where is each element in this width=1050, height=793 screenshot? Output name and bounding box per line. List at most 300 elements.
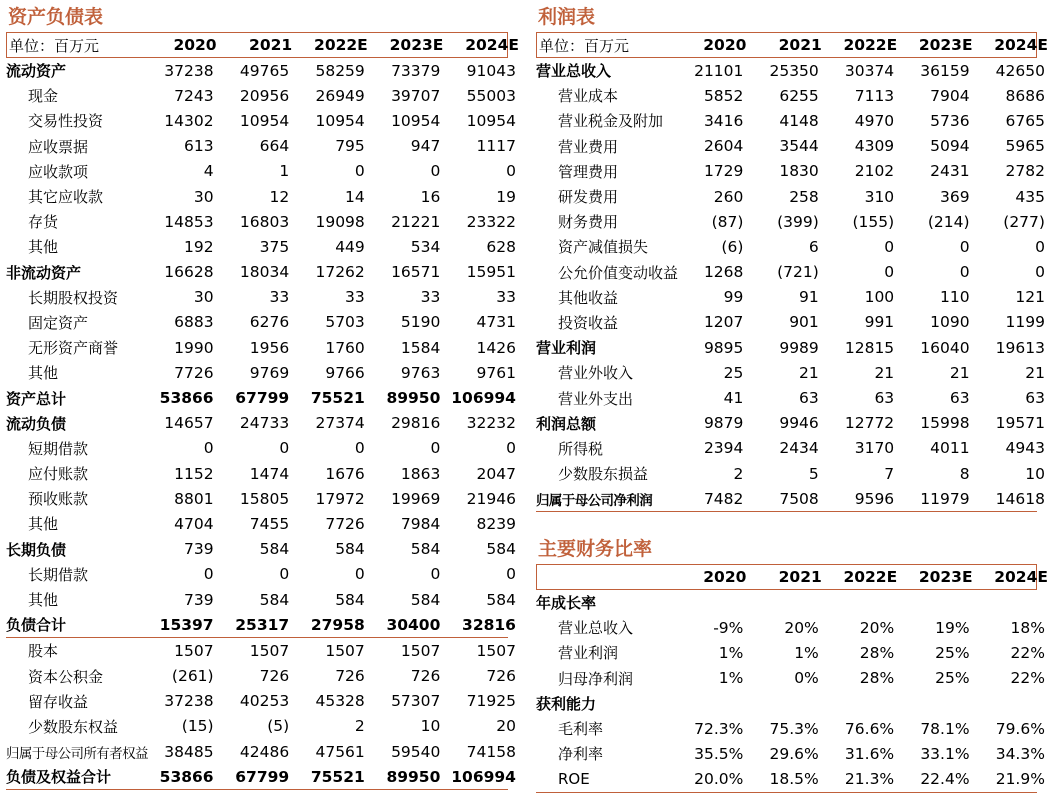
table-row <box>6 612 516 637</box>
cell-value: 23322 <box>466 212 516 231</box>
cell-value: 72.3% <box>694 719 744 738</box>
cell-value: 12772 <box>844 414 895 433</box>
cell-value: (6) <box>721 237 744 256</box>
cell-value: 67799 <box>235 389 290 408</box>
cell-value: 12815 <box>844 338 895 357</box>
cell-value: 1507 <box>400 641 441 660</box>
cell-value: 0 <box>959 237 970 256</box>
cell-value: 15951 <box>466 263 516 282</box>
cell-value: 25317 <box>235 615 290 634</box>
unit-label: 单位：百万元 <box>539 36 630 55</box>
row-label: 现金 <box>28 87 59 106</box>
cell-value: 584 <box>486 540 516 559</box>
cell-value: 91043 <box>466 61 516 80</box>
cell-value: 192 <box>184 237 214 256</box>
cell-value: 19% <box>935 618 970 637</box>
cell-value: 1268 <box>703 263 744 282</box>
cell-value: 726 <box>259 667 290 686</box>
table-row <box>536 310 1045 335</box>
cell-value: 6276 <box>249 313 290 332</box>
cell-value: 36159 <box>920 61 970 80</box>
cell-value: 19 <box>496 187 516 206</box>
table-row <box>6 764 516 790</box>
cell-value: 15998 <box>920 414 970 433</box>
cell-value: 375 <box>259 237 290 256</box>
table-row <box>536 590 1037 615</box>
cell-value: 2604 <box>703 137 744 156</box>
cell-value: 1956 <box>249 338 290 357</box>
table-row <box>536 741 1045 766</box>
cell-value: 1507 <box>249 641 290 660</box>
row-label: 利润总额 <box>536 414 597 433</box>
row-label: 毛利率 <box>558 720 604 739</box>
cell-value: 260 <box>713 187 744 206</box>
cell-value: 76.6% <box>844 719 895 738</box>
cell-value: 726 <box>486 667 516 686</box>
cell-value: 21946 <box>466 489 516 508</box>
row-label: 其他 <box>28 591 59 610</box>
cell-value: 5852 <box>703 86 744 105</box>
row-label: 营业外支出 <box>558 389 634 408</box>
table-row <box>536 209 1045 234</box>
row-label: 资产总计 <box>6 389 67 408</box>
cell-value: 32232 <box>466 414 516 433</box>
cell-value: 20% <box>784 618 819 637</box>
cell-value: 584 <box>410 540 441 559</box>
cell-value: 59540 <box>391 742 441 761</box>
table-row <box>6 511 516 536</box>
cell-value: 5736 <box>930 111 970 130</box>
row-label: 应付账款 <box>28 465 89 484</box>
income-statement-panel <box>536 0 1048 512</box>
cell-value: 22.4% <box>920 769 970 788</box>
cell-value: 25% <box>935 669 970 688</box>
cell-value: -9% <box>713 618 744 637</box>
table-row <box>6 58 516 83</box>
cell-value: 4731 <box>476 313 516 332</box>
cell-value: 2 <box>354 717 365 736</box>
cell-value: 21101 <box>694 61 744 80</box>
cell-value: 2 <box>733 464 744 483</box>
cell-value: 29.6% <box>769 744 819 763</box>
cell-value: (399) <box>777 212 819 231</box>
cell-value: 449 <box>335 237 365 256</box>
cell-value: 726 <box>335 667 365 686</box>
cell-value: 9989 <box>779 338 819 357</box>
cell-value: 1830 <box>779 162 819 181</box>
cell-value: 14 <box>345 187 365 206</box>
cell-value: 18% <box>1010 618 1045 637</box>
cell-value: 20 <box>496 717 516 736</box>
cell-value: 121 <box>1015 288 1045 307</box>
table-row <box>536 83 1045 108</box>
row-label: 固定资产 <box>28 313 89 332</box>
cell-value: 9946 <box>779 414 819 433</box>
cell-value: 534 <box>410 237 441 256</box>
cell-value: 7984 <box>400 514 441 533</box>
cell-value: 10 <box>1025 464 1045 483</box>
cell-value: 628 <box>486 237 516 256</box>
table-row <box>6 587 516 612</box>
table-row <box>6 360 516 385</box>
cell-value: 2782 <box>1005 162 1045 181</box>
cell-value: 10954 <box>315 111 365 130</box>
ratios-panel <box>536 532 1048 793</box>
row-label: 股本 <box>28 642 59 661</box>
cell-value: 21 <box>799 363 819 382</box>
cell-value: 7455 <box>249 514 290 533</box>
row-label: 长期股权投资 <box>28 288 119 307</box>
cell-value: 19098 <box>315 212 365 231</box>
cell-value: 739 <box>184 540 214 559</box>
cell-value: 8686 <box>1005 86 1045 105</box>
cell-value: 55003 <box>466 86 516 105</box>
row-label: 流动资产 <box>6 62 67 81</box>
cell-value: 4 <box>203 162 214 181</box>
cell-value: 7508 <box>779 489 819 508</box>
cell-value: (261) <box>171 667 214 686</box>
cell-value: 71925 <box>466 692 516 711</box>
cell-value: 28% <box>859 669 895 688</box>
row-label: 存货 <box>28 213 59 232</box>
table-row <box>6 310 516 335</box>
row-label: 研发费用 <box>558 188 619 207</box>
cell-value: 7482 <box>703 489 744 508</box>
cell-value: 73379 <box>391 61 441 80</box>
cell-value: 19613 <box>995 338 1045 357</box>
cell-value: 75521 <box>310 389 365 408</box>
year-header: 2023E <box>389 36 444 54</box>
cell-value: (5) <box>267 717 290 736</box>
cell-value: 18034 <box>239 263 290 282</box>
table-row <box>6 461 516 486</box>
year-header: 2023E <box>918 568 973 586</box>
table-row <box>536 666 1045 691</box>
cell-value: 584 <box>486 590 516 609</box>
cell-value: 41 <box>723 389 744 408</box>
cell-value: 75.3% <box>769 719 819 738</box>
cell-value: 91 <box>799 288 819 307</box>
cell-value: 78.1% <box>920 719 970 738</box>
cell-value: 30374 <box>844 61 895 80</box>
cell-value: 739 <box>184 590 214 609</box>
table-row <box>6 209 516 234</box>
cell-value: 63 <box>874 389 895 408</box>
cell-value: 1426 <box>476 338 516 357</box>
cell-value: 14302 <box>164 111 214 130</box>
cell-value: 39707 <box>391 86 441 105</box>
cell-value: 8801 <box>174 489 214 508</box>
cell-value: 1199 <box>1005 313 1045 332</box>
cell-value: 17262 <box>315 263 365 282</box>
cell-value: 10 <box>420 717 441 736</box>
cell-value: 0 <box>959 263 970 282</box>
cell-value: 49765 <box>239 61 290 80</box>
year-header: 2023E <box>918 36 973 54</box>
year-header: 2020 <box>703 36 747 54</box>
row-label: ROE <box>558 769 590 788</box>
cell-value: 15397 <box>159 615 214 634</box>
cell-value: 33 <box>345 288 365 307</box>
cell-value: 1 <box>279 162 290 181</box>
cell-value: (721) <box>777 263 819 282</box>
cell-value: 14853 <box>164 212 214 231</box>
row-label: 应收款项 <box>28 162 89 181</box>
table-row <box>6 285 516 310</box>
cell-value: 584 <box>335 540 365 559</box>
cell-value: 16040 <box>920 338 970 357</box>
cell-value: 1990 <box>174 338 214 357</box>
year-header: 2024E <box>994 568 1048 586</box>
table-row <box>536 360 1045 385</box>
row-label: 净利率 <box>558 745 604 764</box>
row-label: 归属于母公司净利润 <box>536 492 653 509</box>
cell-value: 0 <box>279 565 290 584</box>
table-row <box>6 184 516 209</box>
cell-value: 20% <box>859 618 895 637</box>
cell-value: 5 <box>808 464 819 483</box>
cell-value: 63 <box>949 389 970 408</box>
cell-value: 17972 <box>315 489 365 508</box>
table-row <box>536 640 1045 665</box>
cell-value: 42650 <box>995 61 1045 80</box>
row-label: 少数股东权益 <box>28 717 119 736</box>
cell-value: 3416 <box>703 111 744 130</box>
table-row <box>536 486 1045 512</box>
row-label: 营业利润 <box>536 339 597 358</box>
cell-value: 33 <box>420 288 441 307</box>
cell-value: 1676 <box>325 464 365 483</box>
cell-value: 584 <box>335 590 365 609</box>
row-label: 其它应收款 <box>28 188 104 207</box>
cell-value: 19969 <box>391 489 441 508</box>
income-statement-title: 利润表 <box>538 6 596 28</box>
cell-value: 7726 <box>325 514 365 533</box>
cell-value: 0 <box>279 439 290 458</box>
row-label: 长期负债 <box>6 540 67 559</box>
table-row <box>536 716 1045 741</box>
row-label: 交易性投资 <box>28 112 104 131</box>
year-header: 2022E <box>314 36 368 54</box>
row-label: 财务费用 <box>558 213 619 232</box>
cell-value: 20956 <box>239 86 290 105</box>
cell-value: 3170 <box>854 439 895 458</box>
cell-value: 584 <box>259 590 290 609</box>
row-label: 营业税金及附加 <box>558 112 664 131</box>
cell-value: 1584 <box>400 338 441 357</box>
row-label: 非流动资产 <box>6 263 82 282</box>
cell-value: 35.5% <box>694 744 744 763</box>
row-label: 其他收益 <box>558 288 619 307</box>
cell-value: 9766 <box>325 363 365 382</box>
cell-value: 1207 <box>703 313 744 332</box>
cell-value: 9895 <box>703 338 744 357</box>
cell-value: 30 <box>193 187 214 206</box>
cell-value: 664 <box>259 137 290 156</box>
cell-value: 21.3% <box>844 769 895 788</box>
cell-value: 1% <box>718 669 744 688</box>
cell-value: 100 <box>864 288 895 307</box>
cell-value: 24733 <box>239 414 290 433</box>
balance-sheet-rows <box>6 58 516 790</box>
income-statement-header <box>536 32 1048 58</box>
cell-value: 947 <box>410 137 441 156</box>
cell-value: 10954 <box>391 111 441 130</box>
cell-value: 14657 <box>164 414 214 433</box>
row-label: 留存收益 <box>28 692 89 711</box>
cell-value: 29816 <box>391 414 441 433</box>
cell-value: 795 <box>335 137 365 156</box>
cell-value: 0 <box>354 162 365 181</box>
table-row <box>6 739 516 764</box>
table-row <box>6 411 516 436</box>
cell-value: 9769 <box>249 363 290 382</box>
cell-value: 16628 <box>164 263 214 282</box>
cell-value: 37238 <box>164 61 214 80</box>
table-row <box>536 58 1045 83</box>
ratios-rows <box>536 590 1045 793</box>
cell-value: 4011 <box>930 439 970 458</box>
table-row <box>536 461 1045 486</box>
cell-value: 2394 <box>703 439 744 458</box>
cell-value: 21 <box>1025 363 1045 382</box>
table-row <box>6 234 516 259</box>
cell-value: 1507 <box>174 641 214 660</box>
row-label: 营业利润 <box>558 644 619 663</box>
cell-value: (214) <box>927 212 970 231</box>
cell-value: 11979 <box>920 489 970 508</box>
cell-value: 99 <box>723 288 744 307</box>
ratios-title: 主要财务比率 <box>538 538 653 560</box>
cell-value: 26949 <box>315 86 365 105</box>
table-row <box>6 664 516 689</box>
cell-value: 0 <box>430 565 441 584</box>
ratios-header <box>536 564 1048 590</box>
cell-value: 21.9% <box>995 769 1045 788</box>
cell-value: 0 <box>506 565 516 584</box>
row-label: 管理费用 <box>558 162 619 181</box>
cell-value: 310 <box>864 187 895 206</box>
cell-value: 991 <box>864 313 895 332</box>
table-row <box>6 260 516 285</box>
table-row <box>6 108 516 133</box>
cell-value: 53866 <box>159 767 214 786</box>
table-row <box>6 637 516 663</box>
table-row <box>6 486 516 511</box>
cell-value: 1% <box>794 643 819 662</box>
cell-value: 21 <box>874 363 895 382</box>
cell-value: 9879 <box>703 414 744 433</box>
cell-value: 4148 <box>779 111 819 130</box>
row-label: 投资收益 <box>558 313 619 332</box>
row-label: 所得税 <box>558 439 604 458</box>
cell-value: 435 <box>1015 187 1045 206</box>
cell-value: 726 <box>410 667 441 686</box>
cell-value: 53866 <box>159 389 214 408</box>
cell-value: 0 <box>1035 237 1045 256</box>
row-label: 应收票据 <box>28 137 89 156</box>
row-label: 少数股东损益 <box>558 465 649 484</box>
cell-value: 16571 <box>391 263 441 282</box>
cell-value: 7904 <box>930 86 970 105</box>
row-label: 短期借款 <box>28 439 89 458</box>
cell-value: 1863 <box>400 464 441 483</box>
row-label: 营业总收入 <box>558 619 634 638</box>
row-label: 预收账款 <box>28 490 89 509</box>
cell-value: 79.6% <box>995 719 1045 738</box>
row-label: 资产减值损失 <box>558 238 649 257</box>
table-row <box>536 615 1045 640</box>
cell-value: 6255 <box>779 86 819 105</box>
table-row <box>536 335 1045 360</box>
cell-value: 4970 <box>854 111 895 130</box>
cell-value: 33.1% <box>920 744 970 763</box>
cell-value: 25350 <box>769 61 819 80</box>
cell-value: 1152 <box>174 464 214 483</box>
cell-value: 10954 <box>239 111 290 130</box>
table-row <box>536 184 1045 209</box>
cell-value: (15) <box>181 717 214 736</box>
cell-value: 8 <box>959 464 970 483</box>
cell-value: 7 <box>884 464 895 483</box>
table-row <box>6 385 516 410</box>
cell-value: 25% <box>935 643 970 662</box>
row-label: 长期借款 <box>28 565 89 584</box>
table-row <box>6 537 516 562</box>
table-row <box>536 411 1045 436</box>
year-header: 2024E <box>465 36 519 54</box>
cell-value: 47561 <box>315 742 365 761</box>
row-label: 负债及权益合计 <box>6 768 112 787</box>
cell-value: 0 <box>884 263 895 282</box>
cell-value: 2102 <box>854 162 895 181</box>
balance-sheet-panel <box>6 0 519 790</box>
row-label: 其他 <box>28 515 59 534</box>
cell-value: 1474 <box>249 464 290 483</box>
cell-value: 7113 <box>854 86 895 105</box>
table-row <box>6 562 516 587</box>
cell-value: 110 <box>939 288 970 307</box>
cell-value: 33 <box>269 288 290 307</box>
year-header: 2021 <box>249 36 293 54</box>
table-row <box>6 159 516 184</box>
cell-value: 1507 <box>325 641 365 660</box>
unit-label: 单位：百万元 <box>9 36 100 55</box>
row-label: 获利能力 <box>536 694 597 713</box>
cell-value: 1729 <box>703 162 744 181</box>
row-label: 无形资产商誉 <box>28 339 119 358</box>
cell-value: 2431 <box>930 162 970 181</box>
cell-value: (87) <box>711 212 744 231</box>
row-label: 资本公积金 <box>28 667 104 686</box>
cell-value: 0 <box>430 162 441 181</box>
cell-value: 0% <box>794 669 819 688</box>
cell-value: 67799 <box>235 767 290 786</box>
cell-value: 2434 <box>779 439 819 458</box>
cell-value: 16803 <box>239 212 290 231</box>
table-row <box>6 436 516 461</box>
row-label: 归属于母公司所有者权益 <box>6 745 148 762</box>
income-statement-rows <box>536 58 1045 512</box>
cell-value: 25 <box>723 363 744 382</box>
cell-value: 5190 <box>400 313 441 332</box>
cell-value: 7243 <box>174 86 214 105</box>
cell-value: 89950 <box>386 389 441 408</box>
cell-value: 38485 <box>164 742 214 761</box>
year-header: 2020 <box>703 568 747 586</box>
cell-value: 5965 <box>1005 137 1045 156</box>
cell-value: 2047 <box>476 464 516 483</box>
